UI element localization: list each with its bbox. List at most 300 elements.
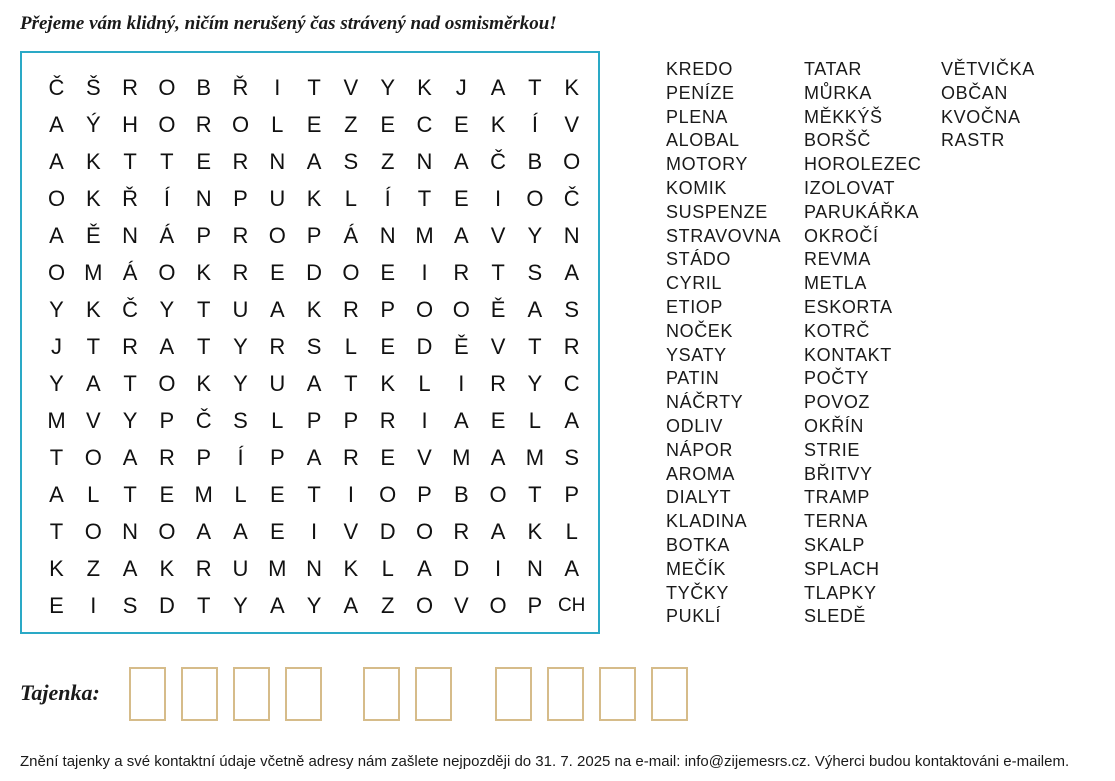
grid-letter[interactable]: T (86, 334, 101, 359)
answer-slot[interactable] (181, 667, 218, 721)
grid-letter[interactable]: V (343, 519, 359, 544)
grid-letter[interactable]: N (563, 223, 580, 248)
grid-letter[interactable]: I (311, 519, 318, 544)
grid-letter[interactable]: K (343, 556, 359, 581)
grid-letter[interactable]: P (233, 186, 248, 211)
grid-letter[interactable]: I (421, 408, 428, 433)
word-list-item: STRAVOVNA (666, 225, 782, 246)
grid-letter[interactable]: Y (122, 408, 138, 433)
headline: Přejeme vám klidný, ničím nerušený čas strávený nad osmisměrkou! (20, 13, 557, 34)
word-list-item: BORŠČ (804, 130, 872, 151)
answer-slot[interactable] (547, 667, 584, 721)
grid-letter[interactable]: T (417, 186, 432, 211)
grid-letter[interactable]: Ě (453, 334, 469, 359)
grid-letter[interactable]: R (453, 260, 470, 285)
grid-letter[interactable]: Ř (232, 75, 249, 100)
grid-letter[interactable]: T (196, 297, 211, 322)
word-list-item: OBČAN (941, 82, 1009, 103)
grid-letter[interactable]: O (563, 149, 581, 174)
grid-letter[interactable]: A (564, 260, 580, 285)
grid-letter[interactable]: O (452, 297, 470, 322)
grid-letter[interactable]: L (271, 408, 284, 433)
tajenka-label: Tajenka: (20, 680, 100, 705)
grid-letter[interactable]: R (122, 75, 139, 100)
word-list-item: DIALYT (666, 487, 732, 508)
grid-letter[interactable]: M (84, 260, 103, 285)
grid-letter[interactable]: E (453, 112, 469, 137)
grid-letter[interactable]: I (274, 75, 281, 100)
grid-letter[interactable]: O (415, 297, 434, 322)
grid-letter[interactable]: Č (48, 75, 65, 100)
word-list-item: KONTAKT (804, 344, 892, 365)
word-list-item: SUSPENZE (666, 201, 768, 222)
grid-row (22, 180, 598, 217)
grid-letter[interactable]: Y (527, 223, 543, 248)
word-list-item: PLENA (666, 106, 729, 127)
grid-letter[interactable]: B (527, 149, 543, 174)
grid-letter[interactable]: R (195, 556, 212, 581)
grid-letter[interactable]: O (415, 593, 434, 618)
grid-letter[interactable]: N (306, 556, 323, 581)
grid-letter[interactable]: T (49, 519, 64, 544)
word-list-item: SPLACH (804, 558, 880, 579)
answer-slot[interactable] (129, 667, 166, 721)
word-list-item: ALOBAL (666, 130, 740, 151)
grid-letter[interactable]: A (306, 149, 322, 174)
grid-letter[interactable]: M (268, 556, 287, 581)
word-list-item: PENÍZE (666, 82, 735, 103)
grid-letter[interactable]: L (271, 112, 284, 137)
grid-letter[interactable]: R (232, 260, 249, 285)
grid-letter[interactable]: P (380, 297, 396, 322)
grid-letter[interactable]: N (122, 223, 139, 248)
grid-letter[interactable]: K (85, 297, 101, 322)
grid-letter[interactable]: A (453, 408, 469, 433)
grid-letter[interactable]: Z (344, 112, 358, 137)
grid-letter[interactable]: S (527, 260, 543, 285)
grid-letter[interactable]: Z (86, 556, 101, 581)
grid-letter[interactable]: S (306, 334, 322, 359)
grid-letter[interactable]: A (122, 556, 138, 581)
grid-letter[interactable]: K (490, 112, 506, 137)
grid-letter[interactable]: L (234, 482, 247, 507)
grid-letter[interactable]: M (194, 482, 213, 507)
grid-letter[interactable]: O (84, 445, 102, 470)
grid-letter[interactable]: N (416, 149, 433, 174)
word-list-item: CYRIL (666, 273, 723, 294)
grid-letter[interactable]: O (231, 112, 250, 137)
word-search-grid (20, 51, 600, 634)
grid-letter[interactable]: O (415, 519, 434, 544)
grid-letter[interactable]: P (196, 445, 212, 470)
grid-letter[interactable]: B (196, 75, 212, 100)
grid-letter[interactable]: S (343, 149, 359, 174)
grid-letter[interactable]: C (563, 371, 580, 396)
word-list-item: NOČEK (666, 320, 734, 341)
grid-letter[interactable]: M (47, 408, 66, 433)
word-list-item: KVOČNA (941, 106, 1021, 127)
grid-letter[interactable]: Á (343, 223, 359, 248)
grid-letter[interactable]: T (307, 482, 321, 507)
grid-row (22, 476, 598, 513)
grid-letter[interactable]: L (87, 482, 100, 507)
grid-letter[interactable]: Y (306, 593, 322, 618)
grid-letter[interactable]: L (344, 186, 358, 211)
grid-letter[interactable]: D (416, 334, 433, 359)
grid-letter[interactable]: A (122, 445, 138, 470)
answer-slot[interactable] (415, 667, 452, 721)
footer-instructions: Znění tajenky a své kontaktní údaje včetně adresy nám zašlete nejpozději do 31. 7. 2025 na e-mail: info@zijemesrs.cz. Výherci budou kontaktováni e-mailem. (20, 753, 1070, 770)
grid-letter[interactable]: P (269, 445, 285, 470)
grid-letter[interactable]: A (49, 112, 64, 137)
answer-slot[interactable] (233, 667, 270, 721)
word-list-item: NÁČRTY (666, 392, 744, 413)
grid-letter[interactable]: T (491, 260, 505, 285)
answer-slot[interactable] (495, 667, 532, 721)
grid-letter[interactable]: B (453, 482, 469, 507)
grid-letter[interactable]: K (49, 556, 64, 581)
grid-letter[interactable]: Z (380, 149, 395, 174)
grid-letter[interactable]: V (85, 408, 101, 433)
grid-letter[interactable]: A (490, 445, 506, 470)
grid-letter[interactable]: R (232, 223, 249, 248)
grid-letter[interactable]: A (453, 149, 469, 174)
grid-letter[interactable]: Š (85, 75, 101, 100)
answer-slot[interactable] (599, 667, 636, 721)
word-list-item: MEČÍK (666, 558, 727, 579)
grid-letter[interactable]: E (269, 260, 285, 285)
grid-letter[interactable]: P (417, 482, 432, 507)
word-list-column-1 (666, 58, 781, 629)
grid-letter[interactable]: Í (237, 445, 244, 470)
grid-letter[interactable]: D (379, 519, 396, 544)
word-list-item: AROMA (666, 463, 736, 484)
grid-letter[interactable]: V (343, 75, 359, 100)
grid-letter[interactable]: T (123, 482, 137, 507)
grid-letter[interactable]: E (269, 482, 285, 507)
grid-letter[interactable]: A (196, 519, 212, 544)
grid-letter[interactable]: Ě (490, 297, 506, 322)
grid-letter[interactable]: P (306, 223, 322, 248)
grid-letter[interactable]: S (233, 408, 248, 433)
grid-letter[interactable]: A (159, 334, 175, 359)
grid-letter[interactable]: A (306, 371, 322, 396)
grid-letter[interactable]: Y (380, 75, 396, 100)
grid-letter[interactable]: Í (163, 186, 170, 211)
grid-letter[interactable]: R (379, 408, 396, 433)
grid-letter[interactable]: E (453, 186, 469, 211)
grid-letter[interactable]: T (528, 482, 542, 507)
grid-letter[interactable]: E (380, 260, 396, 285)
grid-letter[interactable]: A (527, 297, 543, 322)
grid-letter[interactable]: T (528, 75, 542, 100)
grid-letter[interactable]: I (458, 371, 465, 396)
grid-letter[interactable]: A (49, 482, 64, 507)
word-list-item: POVOZ (804, 392, 871, 413)
grid-letter[interactable]: H (122, 112, 139, 137)
grid-letter[interactable]: S (122, 593, 138, 618)
grid-letter[interactable]: Í (384, 186, 391, 211)
grid-letter[interactable]: T (196, 334, 211, 359)
grid-letter[interactable]: P (159, 408, 175, 433)
grid-letter[interactable]: Y (233, 334, 248, 359)
grid-letter[interactable]: K (417, 75, 432, 100)
word-list-item: NÁPOR (666, 439, 734, 460)
word-list-item: TATAR (804, 59, 862, 79)
grid-letter[interactable]: R (342, 297, 359, 322)
grid-letter[interactable]: A (417, 556, 432, 581)
grid-letter[interactable]: O (526, 186, 544, 211)
grid-letter[interactable]: O (47, 186, 66, 211)
grid-letter[interactable]: E (380, 112, 396, 137)
grid-letter[interactable]: N (195, 186, 212, 211)
grid-letter[interactable]: P (306, 408, 322, 433)
grid-letter[interactable]: Y (49, 371, 64, 396)
word-list-item: PARUKÁŘKA (804, 201, 920, 222)
word-list-item: VĚTVIČKA (941, 59, 1035, 79)
grid-letter[interactable]: V (417, 445, 432, 470)
grid-letter[interactable]: A (453, 223, 469, 248)
grid-letter[interactable]: Č (195, 408, 212, 433)
grid-letter[interactable]: E (380, 445, 396, 470)
grid-letter[interactable]: P (343, 408, 359, 433)
grid-letter[interactable]: Z (380, 593, 395, 618)
grid-letter[interactable]: T (160, 149, 174, 174)
word-list-item: KREDO (666, 59, 734, 79)
grid-letter[interactable]: T (528, 334, 542, 359)
grid-letter[interactable]: O (158, 75, 176, 100)
grid-letter[interactable]: K (196, 371, 212, 396)
grid-letter[interactable]: M (452, 445, 471, 470)
grid-letter[interactable]: A (343, 593, 359, 618)
word-list-item: PATIN (666, 368, 720, 389)
word-list-item: REVMA (804, 249, 872, 270)
grid-letter[interactable]: T (49, 445, 64, 470)
grid-letter[interactable]: A (233, 519, 248, 544)
grid-letter[interactable]: R (490, 371, 507, 396)
grid-row (22, 217, 598, 254)
grid-letter[interactable]: O (342, 260, 360, 285)
grid-letter[interactable]: A (490, 75, 506, 100)
grid-letter[interactable]: R (453, 519, 470, 544)
grid-letter[interactable]: L (418, 371, 431, 396)
word-list-item: SLEDĚ (804, 606, 867, 627)
grid-letter[interactable]: I (495, 186, 502, 211)
grid-row (22, 365, 598, 402)
grid-letter[interactable]: O (158, 112, 176, 137)
grid-letter[interactable]: K (196, 260, 212, 285)
grid-letter[interactable]: E (159, 482, 175, 507)
grid-row (22, 587, 598, 624)
grid-letter[interactable]: E (306, 112, 322, 137)
grid-letter[interactable]: A (269, 593, 285, 618)
word-list-item: HOROLEZEC (804, 154, 922, 175)
grid-row (22, 550, 598, 587)
grid-letter[interactable]: M (415, 223, 434, 248)
grid-letter[interactable]: E (269, 519, 285, 544)
grid-letter[interactable]: Y (527, 371, 543, 396)
grid-row (22, 143, 598, 180)
word-list-item: POČTY (804, 368, 870, 389)
grid-row (22, 106, 598, 143)
grid-letter[interactable]: O (158, 371, 176, 396)
answer-slot[interactable] (285, 667, 322, 721)
grid-letter[interactable]: S (564, 297, 580, 322)
grid-letter[interactable]: J (51, 334, 62, 359)
word-list-item: STÁDO (666, 249, 732, 270)
grid-letter[interactable]: L (344, 334, 358, 359)
grid-letter[interactable]: A (564, 556, 580, 581)
word-list-item: KOMIK (666, 177, 728, 198)
grid-letter[interactable]: E (49, 593, 64, 618)
grid-row (22, 402, 598, 439)
word-list-item: TRAMP (804, 487, 870, 508)
grid-letter[interactable]: K (306, 186, 322, 211)
grid-letter[interactable]: C (416, 112, 433, 137)
grid-letter[interactable]: U (269, 371, 286, 396)
grid-letter[interactable]: U (232, 297, 249, 322)
grid-letter[interactable]: CH (557, 595, 586, 616)
grid-letter[interactable]: I (90, 593, 97, 618)
word-list-item: SKALP (804, 534, 866, 555)
grid-letter[interactable]: V (564, 112, 580, 137)
word-list-item: TYČKY (666, 582, 730, 603)
grid-letter[interactable]: N (379, 223, 396, 248)
answer-slot[interactable] (651, 667, 688, 721)
grid-letter[interactable]: R (342, 445, 359, 470)
grid-letter[interactable]: O (489, 593, 507, 618)
grid-letter[interactable]: K (306, 297, 322, 322)
grid-letter[interactable]: Ý (85, 112, 101, 137)
word-list-item: ODLIV (666, 415, 724, 436)
grid-letter[interactable]: E (380, 334, 396, 359)
grid-letter[interactable]: R (232, 149, 249, 174)
grid-letter[interactable]: N (269, 149, 286, 174)
grid-letter[interactable]: A (306, 445, 322, 470)
grid-letter[interactable]: Á (159, 223, 175, 248)
grid-letter[interactable]: Č (490, 149, 507, 174)
grid-letter[interactable]: T (123, 149, 137, 174)
grid-letter[interactable]: T (196, 593, 211, 618)
grid-letter[interactable]: T (123, 371, 137, 396)
answer-slot[interactable] (363, 667, 400, 721)
word-list-item: YSATY (666, 344, 727, 365)
grid-letter[interactable]: Y (49, 297, 64, 322)
grid-row (22, 254, 598, 291)
grid-letter[interactable]: Ř (122, 186, 139, 211)
grid-letter[interactable]: K (159, 556, 175, 581)
grid-letter[interactable]: A (564, 408, 580, 433)
grid-letter[interactable]: P (196, 223, 212, 248)
grid-letter[interactable]: O (158, 519, 176, 544)
grid-letter[interactable]: K (85, 186, 101, 211)
grid-row (22, 328, 598, 365)
word-list-item: IZOLOVAT (804, 177, 896, 198)
grid-letter[interactable]: M (525, 445, 545, 470)
grid-letter[interactable]: Y (233, 593, 248, 618)
grid-letter[interactable]: Y (159, 297, 175, 322)
grid-letter[interactable]: O (489, 482, 507, 507)
grid-letter[interactable]: A (490, 519, 506, 544)
grid-letter[interactable]: E (490, 408, 506, 433)
grid-letter[interactable]: A (49, 149, 64, 174)
word-list-column-2 (804, 58, 921, 629)
grid-letter[interactable]: R (563, 334, 580, 359)
grid-letter[interactable]: P (564, 482, 580, 507)
grid-letter[interactable]: K (380, 371, 396, 396)
grid-letter[interactable]: D (453, 556, 470, 581)
grid-row (22, 69, 598, 106)
grid-letter[interactable]: D (306, 260, 323, 285)
word-list-item: METLA (804, 273, 868, 294)
grid-letter[interactable]: O (47, 260, 66, 285)
word-list-item: ESKORTA (804, 296, 893, 317)
grid-letter[interactable]: I (495, 556, 502, 581)
word-list-item: RASTR (941, 130, 1006, 151)
grid-letter[interactable]: R (122, 334, 139, 359)
grid-letter[interactable]: I (347, 482, 354, 507)
grid-letter[interactable]: Ě (85, 223, 101, 248)
word-list-item: OKROČÍ (804, 225, 879, 246)
grid-letter[interactable]: R (269, 334, 286, 359)
grid-letter[interactable]: Y (233, 371, 248, 396)
word-list-item: BOTKA (666, 534, 731, 555)
grid-letter[interactable]: O (379, 482, 397, 507)
grid-letter[interactable]: O (268, 223, 286, 248)
word-list-item: OKŘÍN (804, 415, 865, 436)
word-list-item: TLAPKY (804, 582, 877, 603)
grid-letter[interactable]: K (85, 149, 101, 174)
grid-letter[interactable]: T (344, 371, 358, 396)
grid-letter[interactable]: L (565, 519, 578, 544)
grid-letter[interactable]: O (84, 519, 102, 544)
grid-letter[interactable]: U (232, 556, 249, 581)
word-list-item: MĚKKÝŠ (804, 106, 883, 127)
grid-letter[interactable]: V (490, 223, 506, 248)
word-list-item: KLADINA (666, 511, 748, 532)
grid-letter[interactable]: L (528, 408, 542, 433)
word-list-column-3 (941, 58, 1035, 153)
grid-letter[interactable]: N (526, 556, 543, 581)
grid-letter[interactable]: Č (563, 186, 580, 211)
grid-letter[interactable]: S (564, 445, 580, 470)
grid-letter[interactable]: A (269, 297, 285, 322)
grid-letter[interactable]: N (122, 519, 139, 544)
word-list-item: TERNA (804, 511, 869, 532)
word-list-item: PUKLÍ (666, 606, 722, 627)
grid-letter[interactable]: Í (531, 112, 538, 137)
grid-letter[interactable]: V (453, 593, 469, 618)
grid-letter[interactable]: V (490, 334, 506, 359)
grid-letter[interactable]: E (196, 149, 212, 174)
grid-letter[interactable]: J (455, 75, 467, 100)
grid-letter[interactable]: U (269, 186, 286, 211)
grid-letter[interactable]: Á (122, 260, 138, 285)
grid-letter[interactable]: K (527, 519, 543, 544)
grid-letter[interactable]: Č (122, 297, 139, 322)
grid-letter[interactable]: P (527, 593, 543, 618)
grid-letter[interactable]: I (421, 260, 428, 285)
grid-letter[interactable]: A (85, 371, 101, 396)
grid-letter[interactable]: O (158, 260, 176, 285)
grid-letter[interactable]: L (381, 556, 394, 581)
grid-letter[interactable]: A (49, 223, 64, 248)
grid-letter[interactable]: K (564, 75, 580, 100)
grid-letter[interactable]: T (307, 75, 321, 100)
grid-letter[interactable]: R (158, 445, 175, 470)
grid-letter[interactable]: R (195, 112, 212, 137)
grid-letter[interactable]: D (158, 593, 175, 618)
